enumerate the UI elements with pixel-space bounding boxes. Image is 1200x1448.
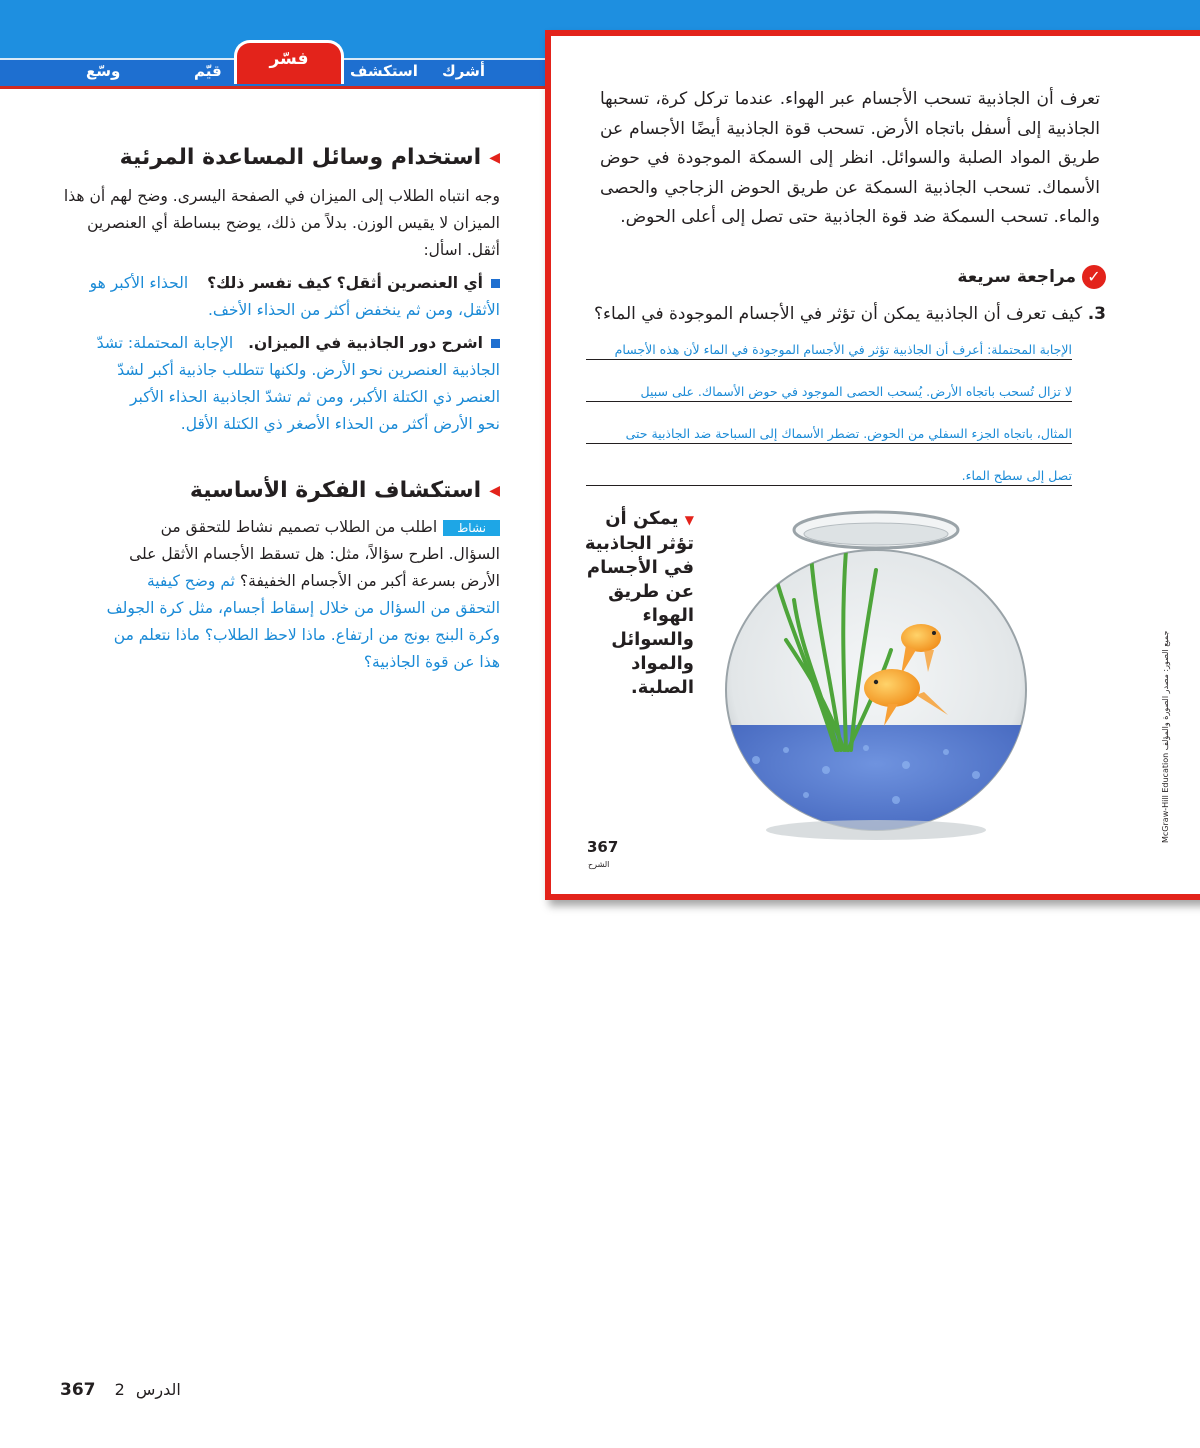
tab-explain[interactable]: فسّر [234,40,344,84]
student-page-label: الشرح [588,860,610,869]
bullet-answer-cont: نحو الأرض أكثر من الحذاء الأصغر ذي الكتلة الأقل. [180,415,500,433]
visual-aids-body: وجه انتباه الطلاب إلى الميزان في الصفحة اليسرى. وضح لهم أن هذا الميزان لا يقيس الوزن. بدلاً من ذلك، يوضح ببساطة أي العنصرين أثقل. اسأل: [63,187,500,259]
answer-text: تصل إلى سطح الماء. [961,468,1072,483]
answer-text: الإجابة المحتملة: أعرف أن الجاذبية تؤثر في الأجسام الموجودة في الماء لأن هذه الأجسام [614,342,1072,357]
activity-line-answer: وكرة البنج بونج من ارتفاع. ماذا لاحظ الطلاب؟ ماذا نتعلم من [113,626,500,644]
footer-lesson-label: الدرس [135,1380,181,1399]
section-title-visual-aids [120,145,500,170]
activity-line: السؤال. اطرح سؤالاً، مثل: هل تسقط الأجسام الأثقل على [129,545,500,563]
bullet-question: اشرح دور الجاذبية في الميزان. [248,334,483,352]
activity-line-answer: هذا عن قوة الجاذبية؟ [363,653,500,671]
footer-lesson-number: 2 [114,1380,125,1399]
tab-evaluate[interactable]: قيّم [194,62,222,80]
section-title-text: استخدام وسائل المساعدة المرئية [119,145,482,170]
checkmark-icon: ✓ [1082,265,1106,289]
student-paragraph: تعرف أن الجاذبية تسحب الأجسام عبر الهواء. عندما تركل كرة، تسحبها الجاذبية إلى أسفل باتجاه الأرض. تسحب قوة الجاذبية أيضًا الأجسام عن طريق المواد الصلبة والسوائل. انظر إلى السمكة الموجودة في حوض الأسماك. تسحب الجاذبية السمكة عن طريق الحوض الزجاجي والحصى والماء. تسحب السمكة ضد قوة الجاذبية حتى تصل إلى أعلى الحوض. [600,89,1100,227]
quick-review-label: مراجعة سريعة [957,267,1076,287]
photo-caption [574,507,694,700]
activity-line: الأرض بسرعة أكبر من الأجسام الخفيفة؟ [239,572,500,590]
caption-text: يمكن أن تؤثر الجاذبية في الأجسام عن طريق الهواء والسوائل والمواد الصلبة. [584,508,694,698]
bullet-answer-cont: الجاذبية العنصرين نحو الأرض. ولكنها تتطلب جاذبية أكبر لشدّ [117,361,500,379]
tab-extend[interactable]: وسّع [86,62,121,80]
bullet-answer-cont: الأثقل، ومن ثم ينخفض أكثر من الحذاء الأخف. [207,301,500,319]
answer-line [586,358,1072,402]
bullet-square-icon [491,339,500,348]
answer-text: لا تزال تُسحب باتجاه الأرض. يُسحب الحصى الموجود في حوض الأسماك. على سبيل [640,384,1072,399]
bullet-answer: الإجابة المحتملة: تشدّ [96,334,234,352]
footer-page-number: 367 [60,1380,96,1400]
bullet-answer: الحذاء الأكبر هو [89,274,189,292]
section-arrow-icon: ◀ [489,150,500,166]
answer-line [586,442,1072,486]
tab-explore[interactable]: استكشف [350,62,418,80]
explore-idea-body [60,514,500,676]
bullet-gravity-balance [60,330,500,438]
activity-line-answer: التحقق من السؤال من خلال إسقاط أجسام، مثل كرة الجولف [106,599,500,617]
section-title-explore-idea [190,478,500,503]
activity-line-answer: ثم وضح كيفية [146,572,235,590]
bullet-answer-cont: العنصر ذي الكتلة الأكبر، ومن ثم تشدّ الجاذبية الحذاء الأكبر [130,388,500,406]
student-page-number: 367 [587,838,619,856]
bullet-heavier-item [60,270,500,324]
answer-line [586,316,1072,360]
photo-credit-text: McGraw-Hill Education جميع الصور: مصدر الصورة والمؤلف [1161,630,1170,843]
question-text: كيف تعرف أن الجاذبية يمكن أن تؤثر في الأجسام الموجودة في الماء؟ [593,304,1083,324]
fishbowl-photo [716,500,1036,845]
answer-text: المثال، باتجاه الجزء السفلي من الحوض. تضطر الأسماك إلى السباحة ضد الجاذبية حتى [625,426,1072,441]
section-arrow-icon: ◀ [489,483,500,499]
quick-review-heading [957,265,1106,289]
caption-triangle-icon: ▼ [684,513,694,527]
photo-credit [1157,620,1169,845]
answer-line [586,400,1072,444]
tab-engage[interactable]: أشرك [442,62,485,80]
page-footer [60,1380,181,1400]
question-number: 3. [1087,304,1106,324]
section-title-text: استكشاف الفكرة الأساسية [189,478,482,503]
bullet-question: أي العنصرين أثقل؟ كيف تفسر ذلك؟ [207,274,483,292]
bullet-square-icon [491,279,500,288]
activity-line: اطلب من الطلاب تصميم نشاط للتحقق من [160,518,438,536]
activity-tag: نشاط [443,520,500,536]
